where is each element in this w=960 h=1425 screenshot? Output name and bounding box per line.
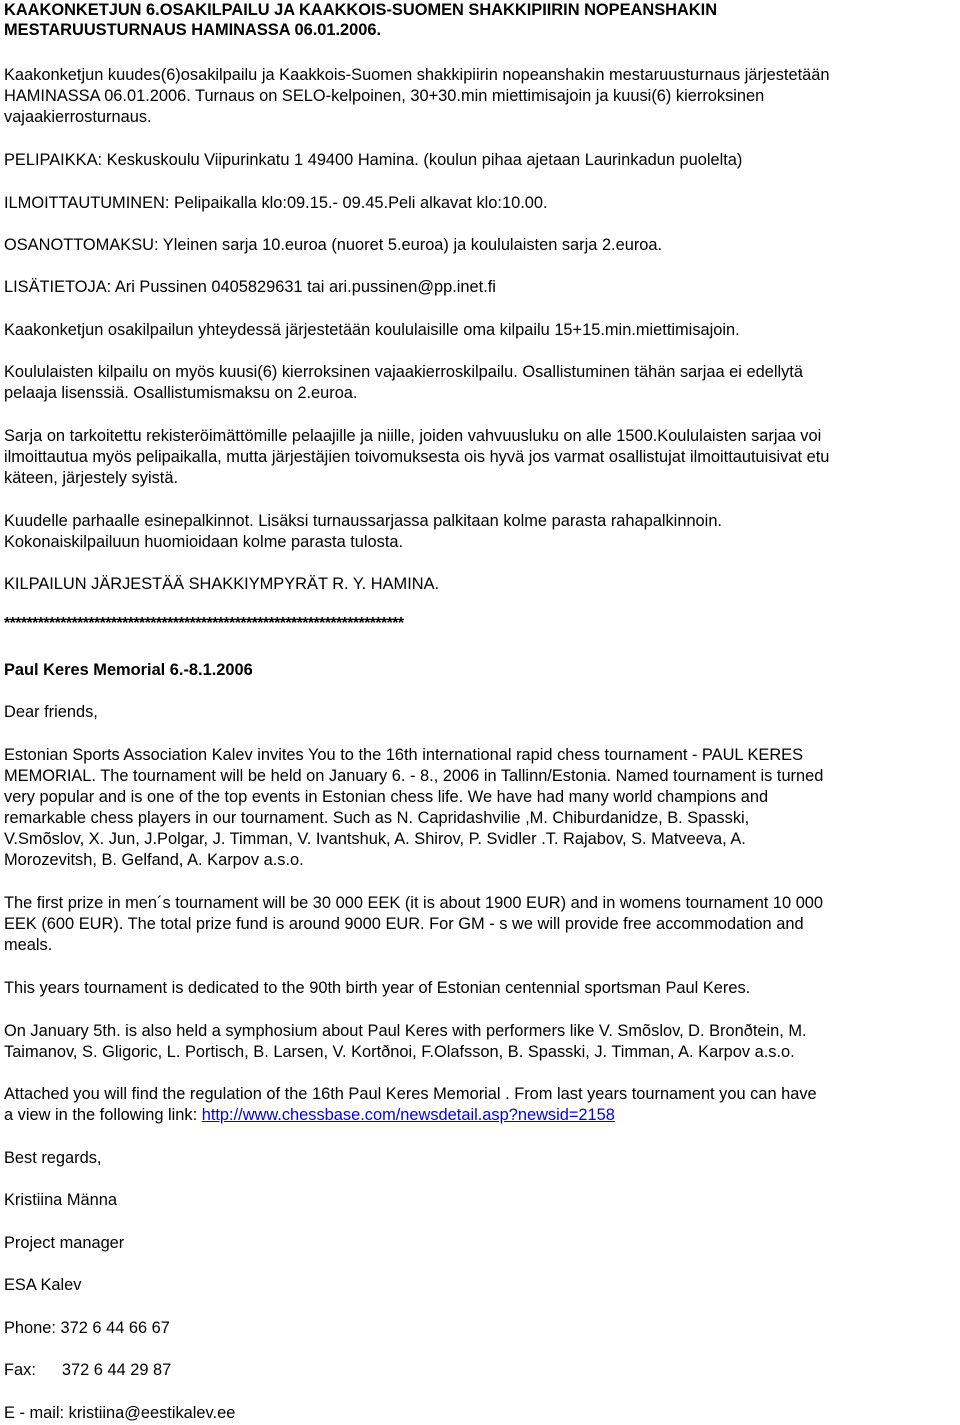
signer-org: ESA Kalev bbox=[4, 1276, 82, 1294]
finnish-prizes-line-2: Kokonaiskilpailuun huomioidaan kolme parasta tulosta. bbox=[4, 533, 404, 551]
invite-line-1: Estonian Sports Association Kalev invites You to the 16th international rapid chess tournament - PAUL KERES bbox=[4, 746, 804, 764]
finnish-venue: PELIPAIKKA: Keskuskoulu Viipurinkatu 1 49400 Hamina. (koulun pihaa ajetaan Laurinkadun puolelta) bbox=[4, 151, 743, 169]
invite-line-6: Morozevitsh, B. Gelfand, A. Karpov a.s.o. bbox=[4, 851, 304, 869]
finnish-title-line-2: MESTARUUSTURNAUS HAMINASSA 06.01.2006. bbox=[4, 21, 382, 39]
finnish-school-event: Kaakonketjun osakilpailun yhteydessä järjestetään koululaisille oma kilpailu 15+15.min.miettimisajoin. bbox=[4, 321, 740, 339]
finnish-intro-line-2: HAMINASSA 06.01.2006. Turnaus on SELO-kelpoinen, 30+30.min miettimisajoin ja kuusi(6) kierroksinen bbox=[4, 87, 765, 105]
invite-line-5: V.Smõslov, X. Jun, J.Polgar, J. Timman, V. Ivantshuk, A. Shirov, P. Svidler .T. Rajabov, S. Matveeva, A. bbox=[4, 830, 746, 848]
finnish-school-rounds-line-2: pelaaja lisenssiä. Osallistumismaksu on 2.euroa. bbox=[4, 384, 358, 402]
finnish-series-note-line-2: ilmoittautua myös pelipaikalla, mutta järjestäjien toivomuksesta ois hyvä jos varmat osallistujat ilmoittautuisivat etu bbox=[4, 448, 830, 466]
english-heading: Paul Keres Memorial 6.-8.1.2006 bbox=[4, 661, 253, 679]
finnish-series-note-line-3: käteen, järjestely syistä. bbox=[4, 469, 178, 487]
finnish-registration: ILMOITTAUTUMINEN: Pelipaikalla klo:09.15.- 09.45.Peli alkavat klo:10.00. bbox=[4, 194, 548, 212]
finnish-intro-line-3: vajaakierrosturnaus. bbox=[4, 108, 152, 126]
symposium-line-2: Taimanov, S. Gligoric, L. Portisch, B. Larsen, V. Kortðnoi, F.Olafsson, B. Spasski, J. Timman, A. Karpov a.s.o. bbox=[4, 1043, 795, 1061]
english-greeting: Dear friends, bbox=[4, 703, 98, 721]
attached-line-1: Attached you will find the regulation of the 16th Paul Keres Memorial . From last years tournament you can have bbox=[4, 1085, 817, 1103]
fax-value: 372 6 44 29 87 bbox=[61, 1361, 172, 1379]
invite-line-4: remarkable chess players in our tournament. Such as N. Capridashvilie ,M. Chiburdanidze, B. Spasski, bbox=[4, 809, 750, 827]
symposium-line-1: On January 5th. is also held a symphosium about Paul Keres with performers like V. Smõslov, D. Bronðtein, M. bbox=[4, 1022, 807, 1040]
prize-line-3: meals. bbox=[4, 936, 53, 954]
email: E - mail: kristiina@eestikalev.ee bbox=[4, 1404, 236, 1422]
attached-line-2 bbox=[4, 1105, 615, 1126]
finnish-intro-line-1: Kaakonketjun kuudes(6)osakilpailu ja Kaakkois-Suomen shakkipiirin nopeanshakin mestaruusturnaus järjestetään bbox=[4, 66, 830, 84]
invite-line-2: MEMORIAL. The tournament will be held on January 6. - 8., 2006 in Tallinn/Estonia. Named tournament is turned bbox=[4, 767, 824, 785]
signer-name: Kristiina Männa bbox=[4, 1191, 117, 1209]
finnish-title-line-1: KAAKONKETJUN 6.OSAKILPAILU JA KAAKKOIS-SUOMEN SHAKKIPIIRIN NOPEANSHAKIN bbox=[4, 1, 718, 19]
finnish-school-rounds-line-1: Koululaisten kilpailu on myös kuusi(6) kierroksinen vajaakierroskilpailu. Osallistuminen tähän sarjaa ei edellytä bbox=[4, 363, 803, 381]
finnish-fee: OSANOTTOMAKSU: Yleinen sarja 10.euroa (nuoret 5.euroa) ja koululaisten sarja 2.euroa. bbox=[4, 236, 663, 254]
dedication: This years tournament is dedicated to the 90th birth year of Estonian centennial sportsman Paul Keres. bbox=[4, 979, 751, 997]
chessbase-link[interactable]: http://www.chessbase.com/newsdetail.asp?newsid=2158 bbox=[201, 1106, 615, 1124]
prize-line-1: The first prize in men´s tournament will be 30 000 EEK (it is about 1900 EUR) and in womens tournament 10 000 bbox=[4, 894, 824, 912]
invite-line-3: very popular and is one of the top events in Estonian chess life. We have had many world champions and bbox=[4, 788, 769, 806]
phone: Phone: 372 6 44 66 67 bbox=[4, 1319, 170, 1337]
attached-line-2-prefix: a view in the following link: bbox=[4, 1106, 202, 1124]
section-separator: *********************************************************************** bbox=[4, 615, 404, 632]
closing: Best regards, bbox=[4, 1149, 102, 1167]
finnish-info: LISÄTIETOJA: Ari Pussinen 0405829631 tai ari.pussinen@pp.inet.fi bbox=[4, 278, 496, 296]
fax bbox=[4, 1360, 171, 1381]
signer-role: Project manager bbox=[4, 1234, 125, 1252]
finnish-organizer: KILPAILUN JÄRJESTÄÄ SHAKKIYMPYRÄT R. Y. HAMINA. bbox=[4, 575, 440, 593]
finnish-prizes-line-1: Kuudelle parhaalle esinepalkinnot. Lisäksi turnaussarjassa palkitaan kolme parasta rahapalkinnoin. bbox=[4, 512, 722, 530]
prize-line-2: EEK (600 EUR). The total prize fund is around 9000 EUR. For GM - s we will provide free accommodation and bbox=[4, 915, 804, 933]
finnish-series-note-line-1: Sarja on tarkoitettu rekisteröimättömille pelaajille ja niille, joiden vahvuusluku on alle 1500.Koululaisten sarjaa voi bbox=[4, 427, 822, 445]
fax-label: Fax: bbox=[4, 1361, 36, 1379]
